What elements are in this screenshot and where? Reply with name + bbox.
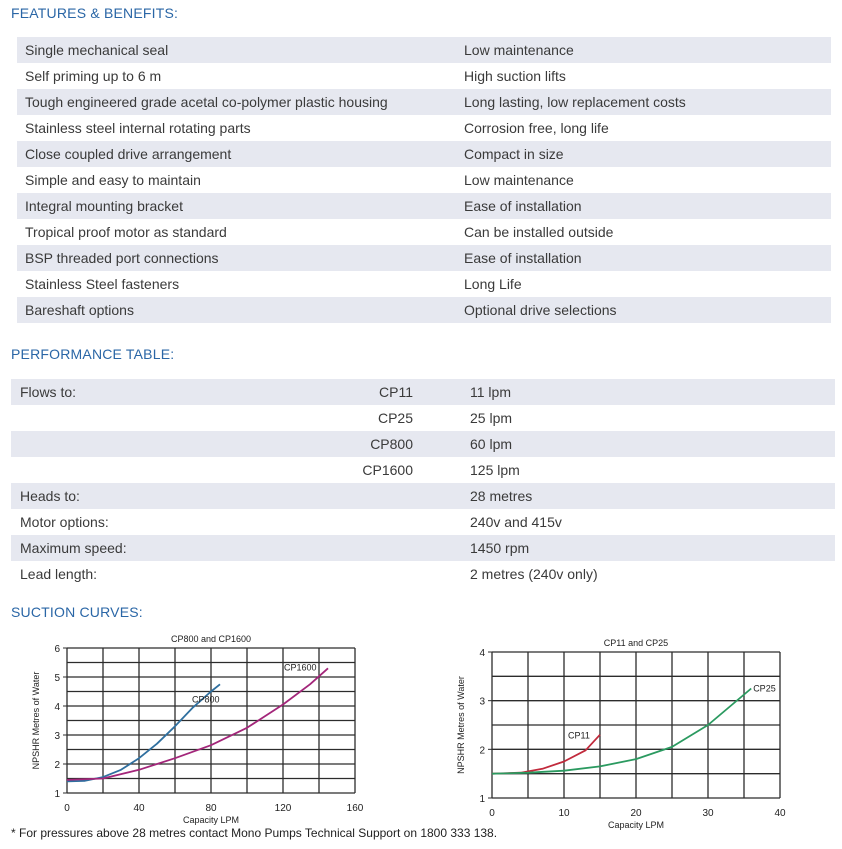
series-label: CP800 <box>192 694 220 705</box>
series-label: CP1600 <box>284 662 317 673</box>
feature-text: BSP threaded port connections <box>25 250 219 266</box>
benefit-text: Low maintenance <box>464 172 574 188</box>
y-tick-label: 4 <box>54 702 60 713</box>
benefit-text: Ease of installation <box>464 250 582 266</box>
performance-row <box>11 405 835 431</box>
benefit-text: Corrosion free, long life <box>464 120 609 136</box>
x-axis-label: Capacity LPM <box>607 820 665 830</box>
feature-text: Single mechanical seal <box>25 42 169 58</box>
benefit-text: High suction lifts <box>464 68 566 84</box>
features-heading: FEATURES & BENEFITS: <box>11 5 179 21</box>
features-row <box>17 219 831 245</box>
performance-heading: PERFORMANCE TABLE: <box>11 346 175 362</box>
performance-value: 28 metres <box>470 488 533 504</box>
series-label: CP25 <box>753 683 776 694</box>
y-tick-label: 5 <box>54 673 60 684</box>
y-tick-label: 1 <box>479 794 485 805</box>
features-row <box>17 115 831 141</box>
series-line-cp1600 <box>67 668 328 780</box>
x-tick-label: 40 <box>774 808 786 819</box>
performance-value: 1450 rpm <box>470 540 530 556</box>
y-tick-label: 2 <box>54 760 60 771</box>
performance-row <box>11 431 835 457</box>
features-row <box>17 167 831 193</box>
performance-row <box>11 509 835 535</box>
x-tick-label: 0 <box>489 808 495 819</box>
performance-value: 125 lpm <box>470 462 520 478</box>
performance-label: Maximum speed: <box>20 540 127 556</box>
feature-text: Close coupled drive arrangement <box>25 146 232 162</box>
performance-label: Lead length: <box>20 566 98 582</box>
chart-title: CP800 and CP1600 <box>170 634 252 644</box>
x-tick-label: 80 <box>205 803 217 814</box>
benefit-text: Can be installed outside <box>464 224 614 240</box>
y-tick-label: 4 <box>479 648 485 659</box>
performance-row <box>11 379 835 405</box>
feature-text: Tropical proof motor as standard <box>25 224 227 240</box>
y-tick-label: 6 <box>54 644 60 655</box>
performance-label: Flows to: <box>20 384 77 400</box>
x-tick-label: 40 <box>133 803 145 814</box>
y-axis-label: NPSHR Metres of Water <box>456 676 466 774</box>
feature-text: Self priming up to 6 m <box>25 68 162 84</box>
chart-title: CP11 and CP25 <box>603 638 669 648</box>
x-tick-label: 120 <box>274 803 292 814</box>
footnote: * For pressures above 28 metres contact Mono Pumps Technical Support on 1800 333 138. <box>11 826 498 840</box>
feature-text: Tough engineered grade acetal co-polymer plastic housing <box>25 94 388 110</box>
feature-text: Stainless Steel fasteners <box>25 276 180 292</box>
performance-value: 60 lpm <box>470 436 513 452</box>
y-tick-label: 3 <box>54 731 60 742</box>
y-tick-label: 3 <box>479 696 485 708</box>
performance-row <box>11 483 835 509</box>
performance-row <box>11 561 835 587</box>
features-row <box>17 193 831 219</box>
performance-label: Heads to: <box>20 488 80 504</box>
feature-text: Integral mounting bracket <box>25 198 183 214</box>
features-row <box>17 141 831 167</box>
x-tick-label: 0 <box>64 803 70 814</box>
feature-text: Stainless steel internal rotating parts <box>25 120 251 136</box>
chart-cp800-cp1600 <box>30 630 410 825</box>
y-tick-label: 2 <box>479 745 485 757</box>
benefit-text: Long Life <box>464 276 522 292</box>
performance-model: CP1600 <box>362 462 413 478</box>
suction-heading: SUCTION CURVES: <box>11 604 143 620</box>
performance-row <box>11 457 835 483</box>
series-label: CP11 <box>568 730 590 741</box>
feature-text: Bareshaft options <box>25 302 134 318</box>
benefit-text: Low maintenance <box>464 42 574 58</box>
features-row <box>17 297 831 323</box>
x-axis-label: Capacity LPM <box>182 815 240 825</box>
performance-row <box>11 535 835 561</box>
y-axis-label: NPSHR Metres of Water <box>31 671 41 770</box>
x-tick-label: 160 <box>346 803 364 814</box>
features-row <box>17 63 831 89</box>
chart-cp11-cp25 <box>456 633 810 830</box>
x-tick-label: 10 <box>558 808 570 819</box>
performance-model: CP25 <box>377 410 413 426</box>
performance-model: CP11 <box>379 384 413 400</box>
y-tick-label: 1 <box>54 789 60 800</box>
x-tick-label: 30 <box>702 808 714 819</box>
benefit-text: Long lasting, low replacement costs <box>464 94 686 110</box>
performance-value: 240v and 415v <box>470 514 562 530</box>
benefit-text: Ease of installation <box>464 198 582 214</box>
features-row <box>17 89 831 115</box>
feature-text: Simple and easy to maintain <box>25 172 201 188</box>
x-tick-label: 20 <box>630 808 642 819</box>
benefit-text: Optional drive selections <box>464 302 617 318</box>
performance-value: 2 metres (240v only) <box>470 566 598 582</box>
performance-label: Motor options: <box>20 514 109 530</box>
features-row <box>17 37 831 63</box>
performance-value: 11 lpm <box>470 384 511 400</box>
features-row <box>17 271 831 297</box>
features-row <box>17 245 831 271</box>
benefit-text: Compact in size <box>464 146 564 162</box>
performance-value: 25 lpm <box>470 410 513 426</box>
performance-model: CP800 <box>370 436 413 452</box>
